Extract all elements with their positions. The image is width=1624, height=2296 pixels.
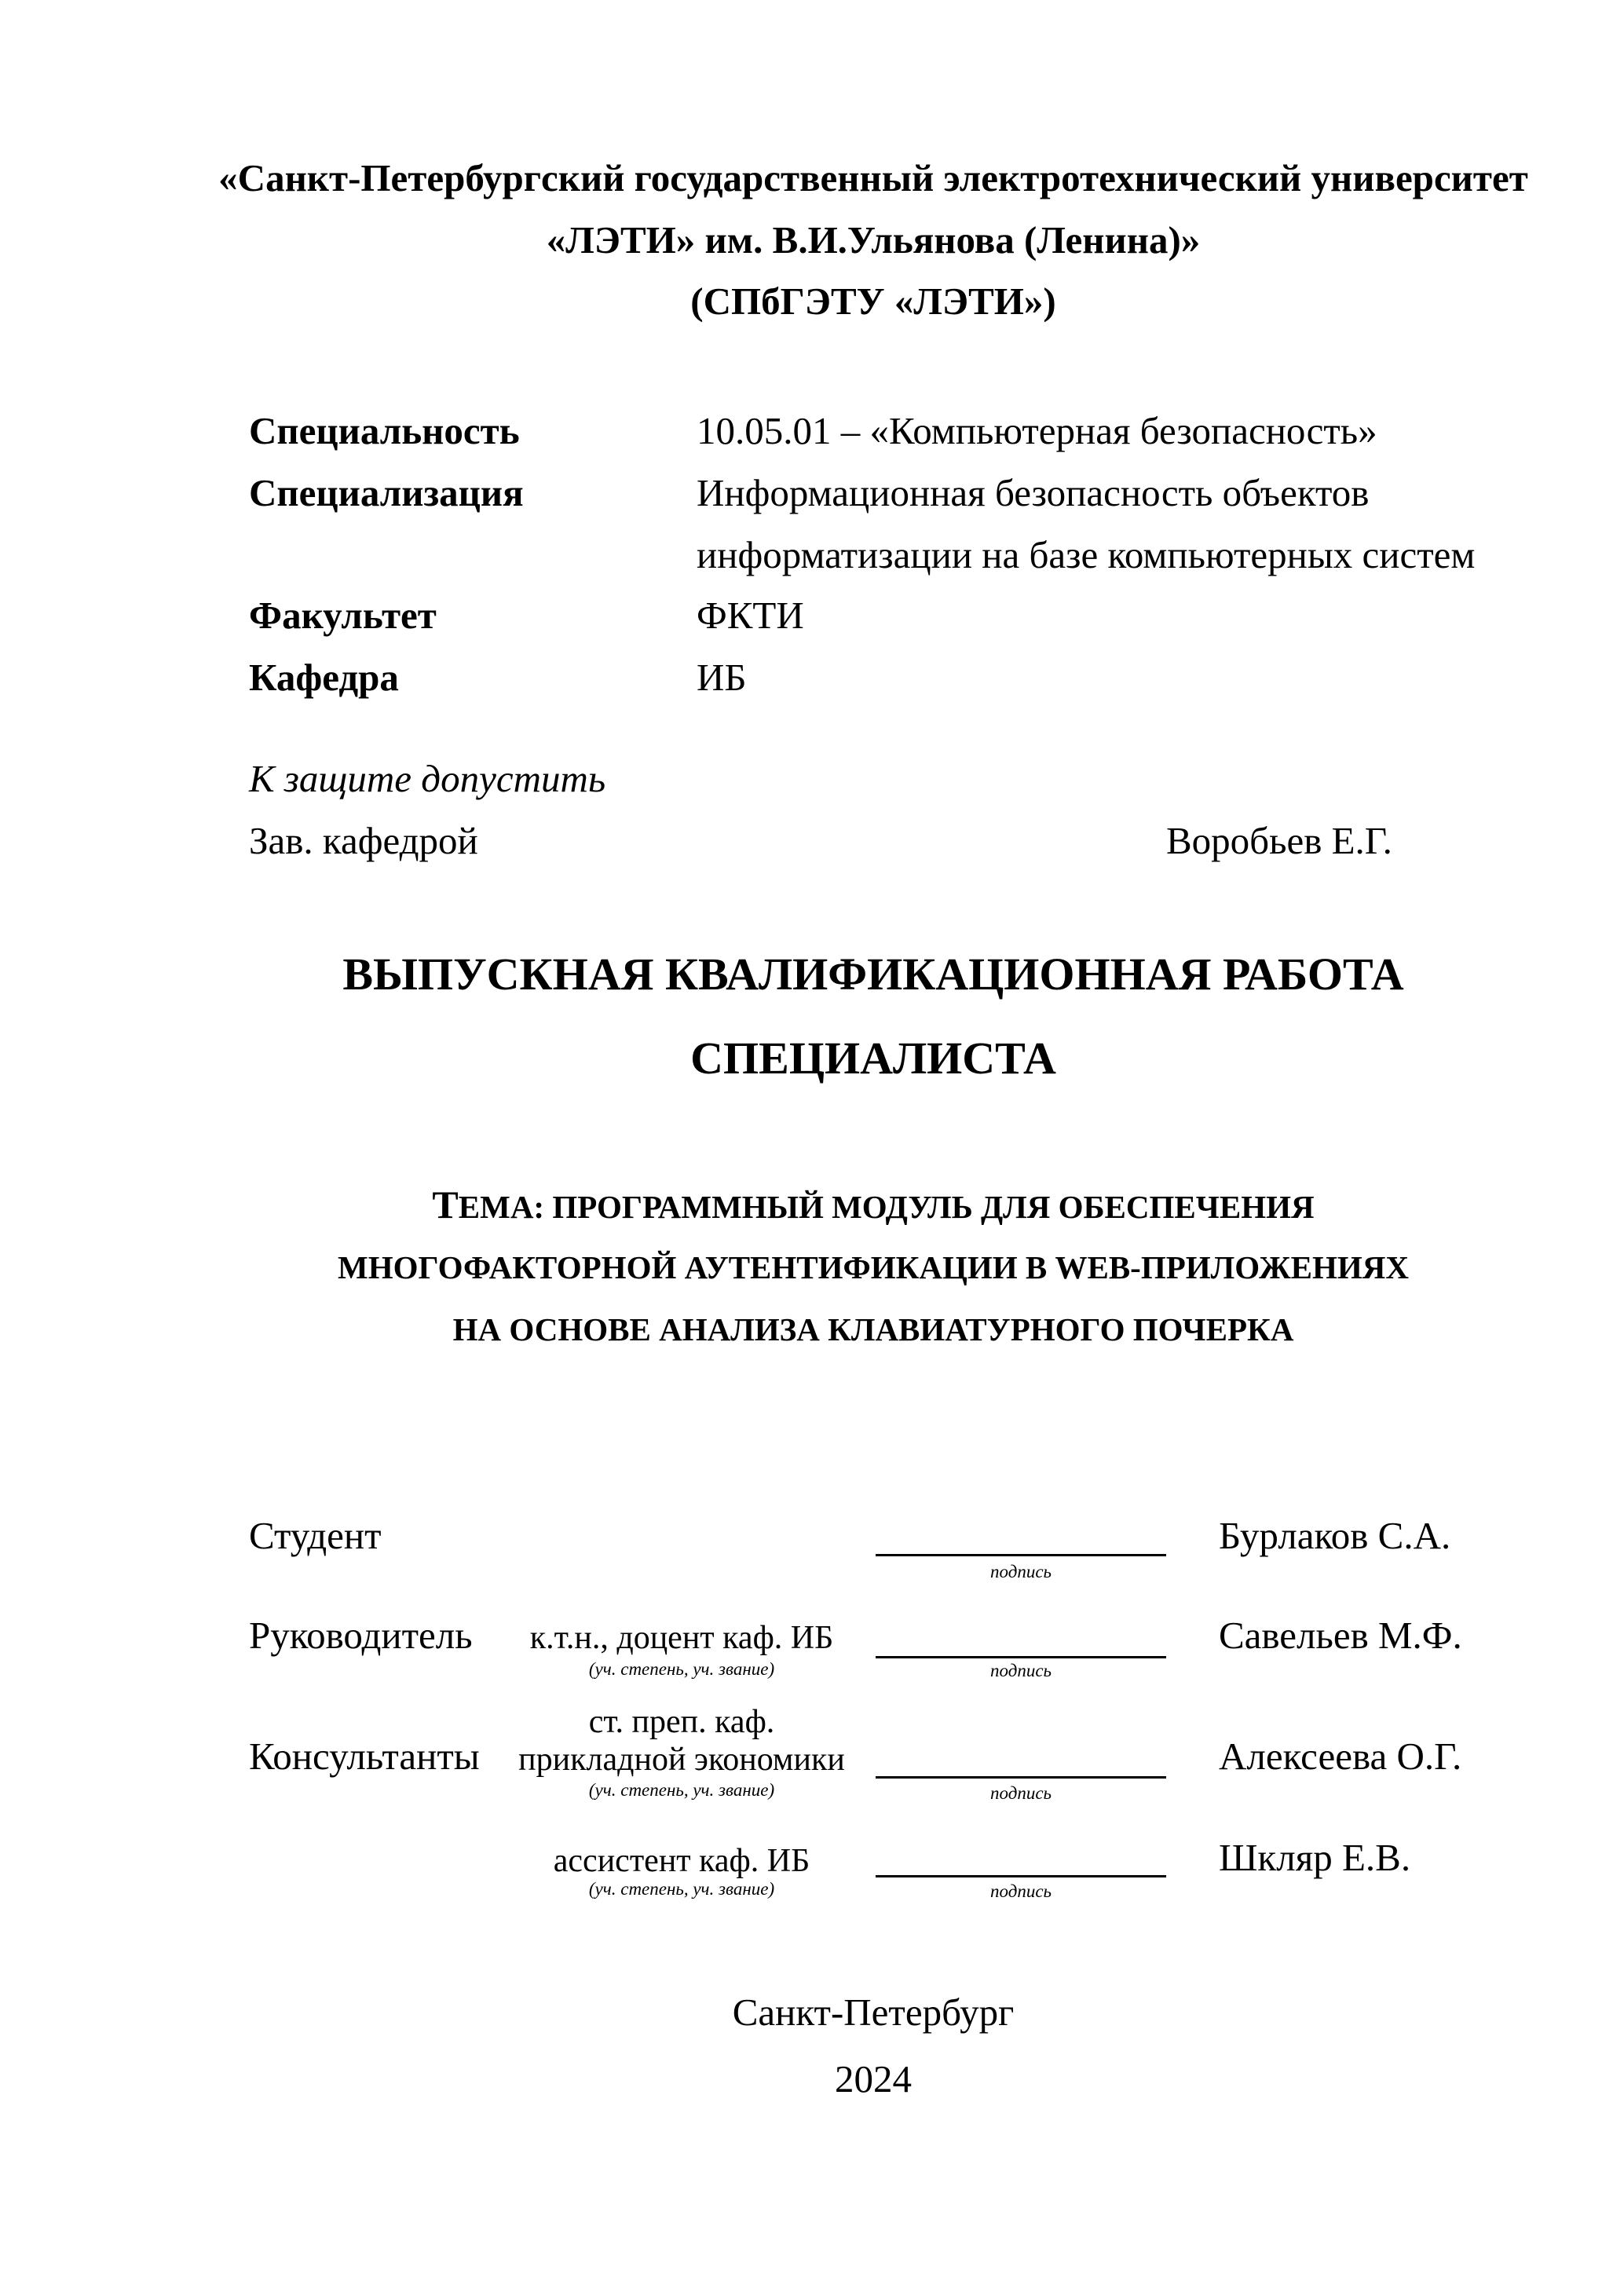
work-title-line2: СПЕЦИАЛИСТА <box>690 1033 1056 1084</box>
theme-line2: МНОГОФАКТОРНОЙ АУТЕНТИФИКАЦИИ В WEB-ПРИЛОЖЕНИЯХ <box>338 1249 1409 1285</box>
specialization-value-cont: информатизации на базе компьютерных систем <box>697 533 1476 576</box>
consultant1-signature-line <box>876 1776 1166 1779</box>
supervisor-name: Савельев М.Ф. <box>1219 1614 1462 1657</box>
student-signature-caption: подпись <box>989 1562 1052 1581</box>
head-of-department-label: Зав. кафедрой <box>249 819 478 862</box>
university-abbreviation: (СПбГЭТУ «ЛЭТИ») <box>690 280 1056 323</box>
faculty-label: Факультет <box>249 594 437 637</box>
consultant2-signature-caption: подпись <box>989 1881 1052 1901</box>
work-title-line1: ВЫПУСКНАЯ КВАЛИФИКАЦИОННАЯ РАБОТА <box>342 949 1404 1000</box>
theme-line1 <box>432 1185 1314 1227</box>
year: 2024 <box>835 2057 912 2100</box>
specialization-label: Специализация <box>249 471 524 514</box>
consultant1-rank-caption: (уч. степень, уч. звание) <box>588 1780 775 1800</box>
consultant1-signature-caption: подпись <box>989 1783 1052 1803</box>
university-name-line2: «ЛЭТИ» им. В.И.Ульянова (Ленина)» <box>546 218 1201 261</box>
specialty-value: 10.05.01 – «Компьютерная безопасность» <box>697 409 1377 452</box>
faculty-value: ФКТИ <box>697 594 804 637</box>
department-value: ИБ <box>697 656 747 699</box>
consultant2-rank: ассистент каф. ИБ <box>553 1843 810 1879</box>
supervisor-rank: к.т.н., доцент каф. ИБ <box>529 1620 834 1656</box>
student-role: Студент <box>249 1514 382 1557</box>
student-name: Бурлаков С.А. <box>1219 1514 1451 1557</box>
theme-line3: НА ОСНОВЕ АНАЛИЗА КЛАВИАТУРНОГО ПОЧЕРКА <box>452 1311 1294 1347</box>
admit-to-defense: К защите допустить <box>249 757 606 800</box>
consultant1-rank-line1: ст. преп. каф. <box>588 1704 775 1740</box>
city: Санкт-Петербург <box>732 1991 1015 2034</box>
theme-text-1: ПРОГРАММНЫЙ МОДУЛЬ ДЛЯ ОБЕСПЕЧЕНИЯ <box>552 1189 1315 1225</box>
supervisor-signature-line <box>876 1656 1166 1658</box>
consultant2-rank-caption: (уч. степень, уч. звание) <box>588 1879 775 1899</box>
head-of-department-name: Воробьев Е.Г. <box>1166 819 1392 862</box>
consultant2-signature-line <box>876 1875 1166 1877</box>
specialization-value: Информационная безопасность объектов <box>697 471 1370 514</box>
specialty-label: Специальность <box>249 409 520 452</box>
theme-label-rest: ЕМА: <box>458 1189 545 1225</box>
supervisor-signature-caption: подпись <box>989 1661 1052 1680</box>
consultant1-name: Алексеева О.Г. <box>1219 1735 1462 1778</box>
consultant2-name: Шкляр Е.В. <box>1219 1836 1411 1879</box>
consultants-role: Консультанты <box>249 1735 480 1778</box>
department-label: Кафедра <box>249 656 399 699</box>
supervisor-role: Руководитель <box>249 1614 473 1657</box>
university-name-line1: «Санкт-Петербургский государственный электротехнический университет <box>218 156 1528 199</box>
theme-label-first: Т <box>432 1183 459 1227</box>
supervisor-rank-caption: (уч. степень, уч. звание) <box>588 1659 775 1679</box>
consultant1-rank-line2: прикладной экономики <box>518 1742 845 1778</box>
student-signature-line <box>876 1554 1166 1556</box>
